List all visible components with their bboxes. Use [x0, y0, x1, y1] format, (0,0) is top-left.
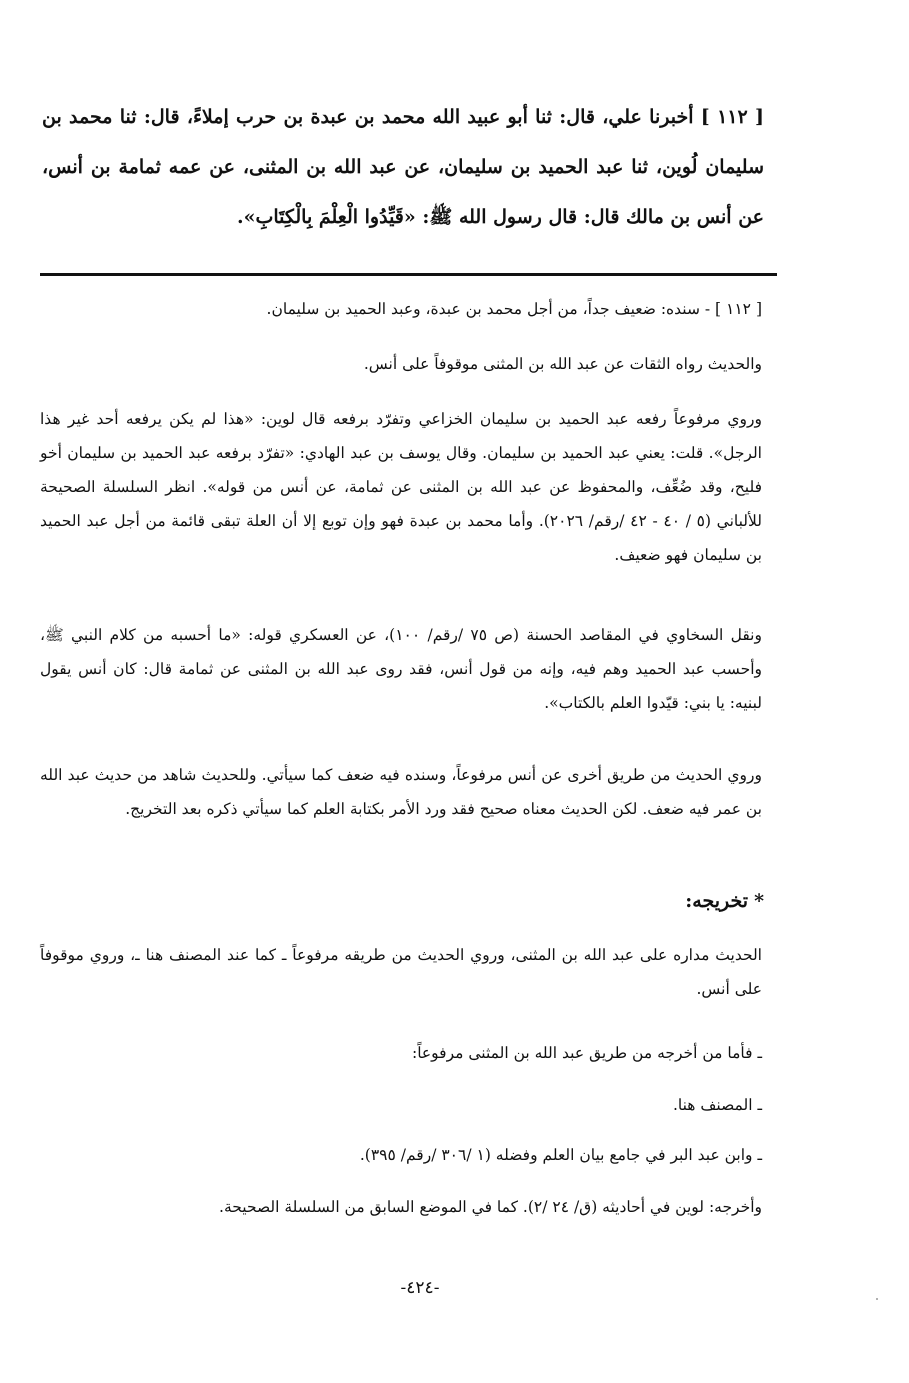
takhrij-paragraph-2: ـ فأما من أخرجه من طريق عبد الله بن المثنى مرفوعاً: — [411, 1044, 762, 1062]
note-paragraph-4: ونقل السخاوي في المقاصد الحسنة (ص ٧٥ /رقم/ ١٠٠)، عن العسكري قوله: «ما أحسبه من كلام النبي ﷺ، وأحسب عبد الحميد وهم فيه، وإنه من قول أنس، فقد روى عبد الله بن المثنى عن ثمامة قال: كان أنس يقول لبنيه: يا بني: قيّدوا العلم بالكتاب». — [40, 626, 762, 712]
note-paragraph-2: والحديث رواه الثقات عن عبد الله بن المثنى موقوفاً على أنس. — [363, 355, 762, 373]
hadith-main-text: [ ١١٢ ] أخبرنا علي، قال: ثنا أبو عبيد الله محمد بن عبدة بن حرب إملاءً، قال: ثنا محمد بن سليمان لُوين، ثنا عبد الحميد بن سليمان، عن عبد الله بن المثنى، عن عمه ثمامة بن أنس، عن أنس بن مالك قال: قال رسول الله ﷺ: «قَيِّدُوا الْعِلْمَ بِالْكِتَابِ». — [42, 106, 764, 228]
takhrij-heading — [685, 886, 764, 916]
takhrij-paragraph-1: الحديث مداره على عبد الله بن المثنى، وروي الحديث من طريقه مرفوعاً ـ كما عند المصنف هنا ـ، وروي موقوفاً على أنس. — [40, 946, 762, 998]
note-paragraph-3: وروي مرفوعاً رفعه عبد الحميد بن سليمان الخزاعي وتفرّد برفعه قال لوين: «هذا لم يكن يرفعه أحد غير هذا الرجل». قلت: يعني عبد الحميد بن سليمان. وقال يوسف بن عبد الهادي: «تفرّد برفعه عبد الحميد بن سليمان أخو فليح، وقد ضُعِّف، والمحفوظ عن عبد الله بن المثنى عن ثمامة، عن أنس من قوله». انظر السلسلة الصحيحة للألباني (٥ / ٤٠ - ٤٢ /رقم/ ٢٠٢٦). وأما محمد بن عبدة فهو وإن توبع إلا أن العلة تبقى قائمة من أجل عبد الحميد بن سليمان فهو ضعيف. — [40, 410, 762, 564]
note-paragraph-5: وروي الحديث من طريق أخرى عن أنس مرفوعاً، وسنده فيه ضعف كما سيأتي. وللحديث شاهد من حديث عبد الله بن عمر فيه ضعف. لكن الحديث معناه صحيح فقد ورد الأمر بكتابة العلم كما سيأتي ذكره بعد التخريج. — [40, 766, 762, 818]
takhrij-heading-label: تخريجه: — [685, 890, 749, 912]
takhrij-paragraph-4: ـ وابن عبد البر في جامع بيان العلم وفضله (١ /٣٠٦ /رقم/ ٣٩٥). — [359, 1146, 762, 1164]
takhrij-paragraph-3: ـ المصنف هنا. — [672, 1096, 762, 1114]
footnote-divider — [40, 273, 777, 276]
star-icon: * — [754, 890, 764, 912]
scan-speck — [876, 1298, 878, 1300]
note-paragraph-1: [ ١١٢ ] - سنده: ضعيف جداً، من أجل محمد بن عبدة، وعبد الحميد بن سليمان. — [266, 300, 762, 318]
page-number: -٤٢٤- — [400, 1278, 440, 1298]
takhrij-paragraph-5: وأخرجه: لوين في أحاديثه (ق/ ٢٤ /٢). كما في الموضع السابق من السلسلة الصحيحة. — [219, 1198, 762, 1216]
